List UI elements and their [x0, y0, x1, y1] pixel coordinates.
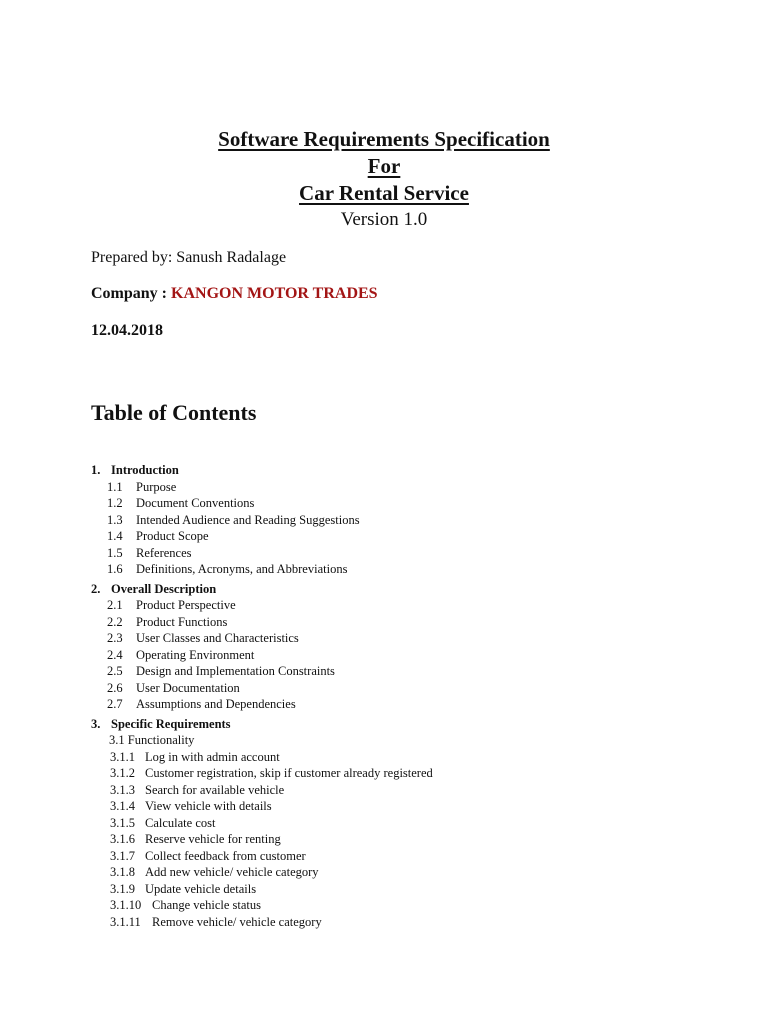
toc-item-label: Document Conventions — [136, 496, 255, 510]
toc-subitem-number: 3.1.4 — [110, 799, 135, 813]
toc-item — [91, 680, 711, 697]
toc-subitem-label: Collect feedback from customer — [145, 848, 306, 863]
prepared-by: Prepared by: Sanush Radalage — [91, 249, 287, 266]
toc-item-number: 2.5 — [107, 664, 123, 678]
toc-subitem — [91, 782, 711, 799]
toc-subitem — [91, 765, 711, 782]
toc-item — [91, 545, 711, 562]
toc-subitem — [91, 798, 711, 815]
toc-item-label: Product Perspective — [136, 598, 236, 612]
toc-item — [91, 696, 711, 713]
toc-item-number: 2.4 — [107, 647, 123, 662]
toc-item — [91, 479, 711, 496]
toc-section — [91, 581, 711, 713]
document-version: Version 1.0 — [340, 209, 428, 230]
table-of-contents — [91, 462, 711, 930]
toc-item-label: Design and Implementation Constraints — [136, 664, 335, 678]
toc-item-number: 1.5 — [107, 545, 123, 560]
toc-section-number: 3. — [91, 716, 101, 731]
toc-subitem — [91, 848, 711, 865]
toc-subitem-label: Reserve vehicle for renting — [145, 832, 281, 846]
toc-item-label: Definitions, Acronyms, and Abbreviations — [136, 562, 348, 576]
toc-section-number: 2. — [91, 581, 101, 596]
toc-section-number: 1. — [91, 463, 101, 477]
toc-item-number: 1.4 — [107, 529, 123, 543]
toc-subitem-number: 3.1.5 — [110, 815, 135, 830]
toc-subitem-number: 3.1.3 — [110, 782, 135, 797]
toc-subitem-label: Remove vehicle/ vehicle category — [152, 914, 322, 929]
toc-item-number: 2.1 — [107, 598, 123, 612]
toc-subitem-number: 3.1.8 — [110, 865, 135, 879]
document-title-line: Software Requirements Specification — [218, 127, 550, 151]
toc-subitem-number: 3.1.11 — [110, 914, 141, 929]
toc-item — [91, 528, 711, 545]
toc-item-label: Assumptions and Dependencies — [136, 697, 296, 711]
toc-section-title — [91, 716, 711, 733]
toc-subitem-number: 3.1.9 — [110, 881, 135, 896]
company-name: KANGON MOTOR TRADES — [171, 285, 378, 302]
toc-section — [91, 462, 711, 578]
toc-subitem-number: 3.1.1 — [110, 749, 135, 764]
toc-item-label: Product Scope — [136, 529, 209, 543]
toc-item-number: 1.1 — [107, 479, 123, 494]
toc-item — [91, 647, 711, 664]
toc-item — [91, 512, 711, 529]
toc-item-label: Product Functions — [136, 614, 228, 629]
toc-subitem-number: 3.1.6 — [110, 832, 135, 846]
company-label: Company : — [91, 285, 172, 302]
toc-subitem-number: 3.1.10 — [110, 898, 142, 912]
title-block — [0, 126, 768, 232]
toc-section-label: Overall Description — [111, 581, 217, 596]
toc-section — [91, 716, 711, 931]
toc-subitem — [91, 815, 711, 832]
toc-item — [91, 663, 711, 680]
toc-item-number: 1.6 — [107, 562, 123, 576]
toc-item-number: 1.3 — [107, 512, 123, 527]
document-date: 12.04.2018 — [91, 322, 163, 339]
toc-subitem — [91, 749, 711, 766]
toc-item-label: Purpose — [136, 479, 177, 494]
toc-subitem — [91, 831, 711, 848]
toc-subitem-label: Change vehicle status — [152, 898, 261, 912]
toc-subitem-label: Update vehicle details — [145, 881, 257, 896]
document-title-line: For — [367, 154, 401, 178]
toc-item — [91, 561, 711, 578]
toc-subitem-label: Log in with admin account — [145, 749, 280, 764]
toc-item-number: 1.2 — [107, 496, 123, 510]
toc-item — [91, 495, 711, 512]
toc-subitem — [91, 914, 711, 931]
toc-subitem-label: Add new vehicle/ vehicle category — [145, 865, 319, 879]
toc-section-title — [91, 462, 711, 479]
toc-item — [91, 597, 711, 614]
document-title-line: Car Rental Service — [299, 181, 469, 205]
toc-item-number: 2.6 — [107, 680, 123, 695]
toc-subitem — [91, 864, 711, 881]
toc-section-label: Specific Requirements — [111, 716, 231, 731]
toc-section-label: Introduction — [111, 463, 179, 477]
toc-subitem-number: 3.1.7 — [110, 848, 135, 863]
toc-item — [91, 614, 711, 631]
toc-item-label: Operating Environment — [136, 647, 255, 662]
toc-subitem-number: 3.1.2 — [110, 766, 135, 780]
toc-item-label: References — [136, 545, 192, 560]
toc-subitem — [91, 881, 711, 898]
toc-subitem-label: Calculate cost — [145, 815, 216, 830]
toc-subitem-label: Search for available vehicle — [145, 782, 285, 797]
toc-section-title — [91, 581, 711, 598]
toc-item-number: 2.2 — [107, 614, 123, 629]
toc-item-label: User Documentation — [136, 680, 240, 695]
toc-item-number: 2.3 — [107, 631, 123, 645]
toc-subitem-label: Customer registration, skip if customer already registered — [145, 766, 433, 780]
toc-subheading: 3.1 Functionality — [109, 733, 195, 747]
toc-heading: Table of Contents — [91, 400, 257, 425]
toc-item-label: User Classes and Characteristics — [136, 631, 299, 645]
toc-item-number: 2.7 — [107, 697, 123, 711]
company-line — [91, 285, 378, 303]
toc-subitem — [91, 897, 711, 914]
toc-subitem-label: View vehicle with details — [145, 799, 272, 813]
toc-item-label: Intended Audience and Reading Suggestions — [136, 512, 360, 527]
toc-item — [91, 630, 711, 647]
